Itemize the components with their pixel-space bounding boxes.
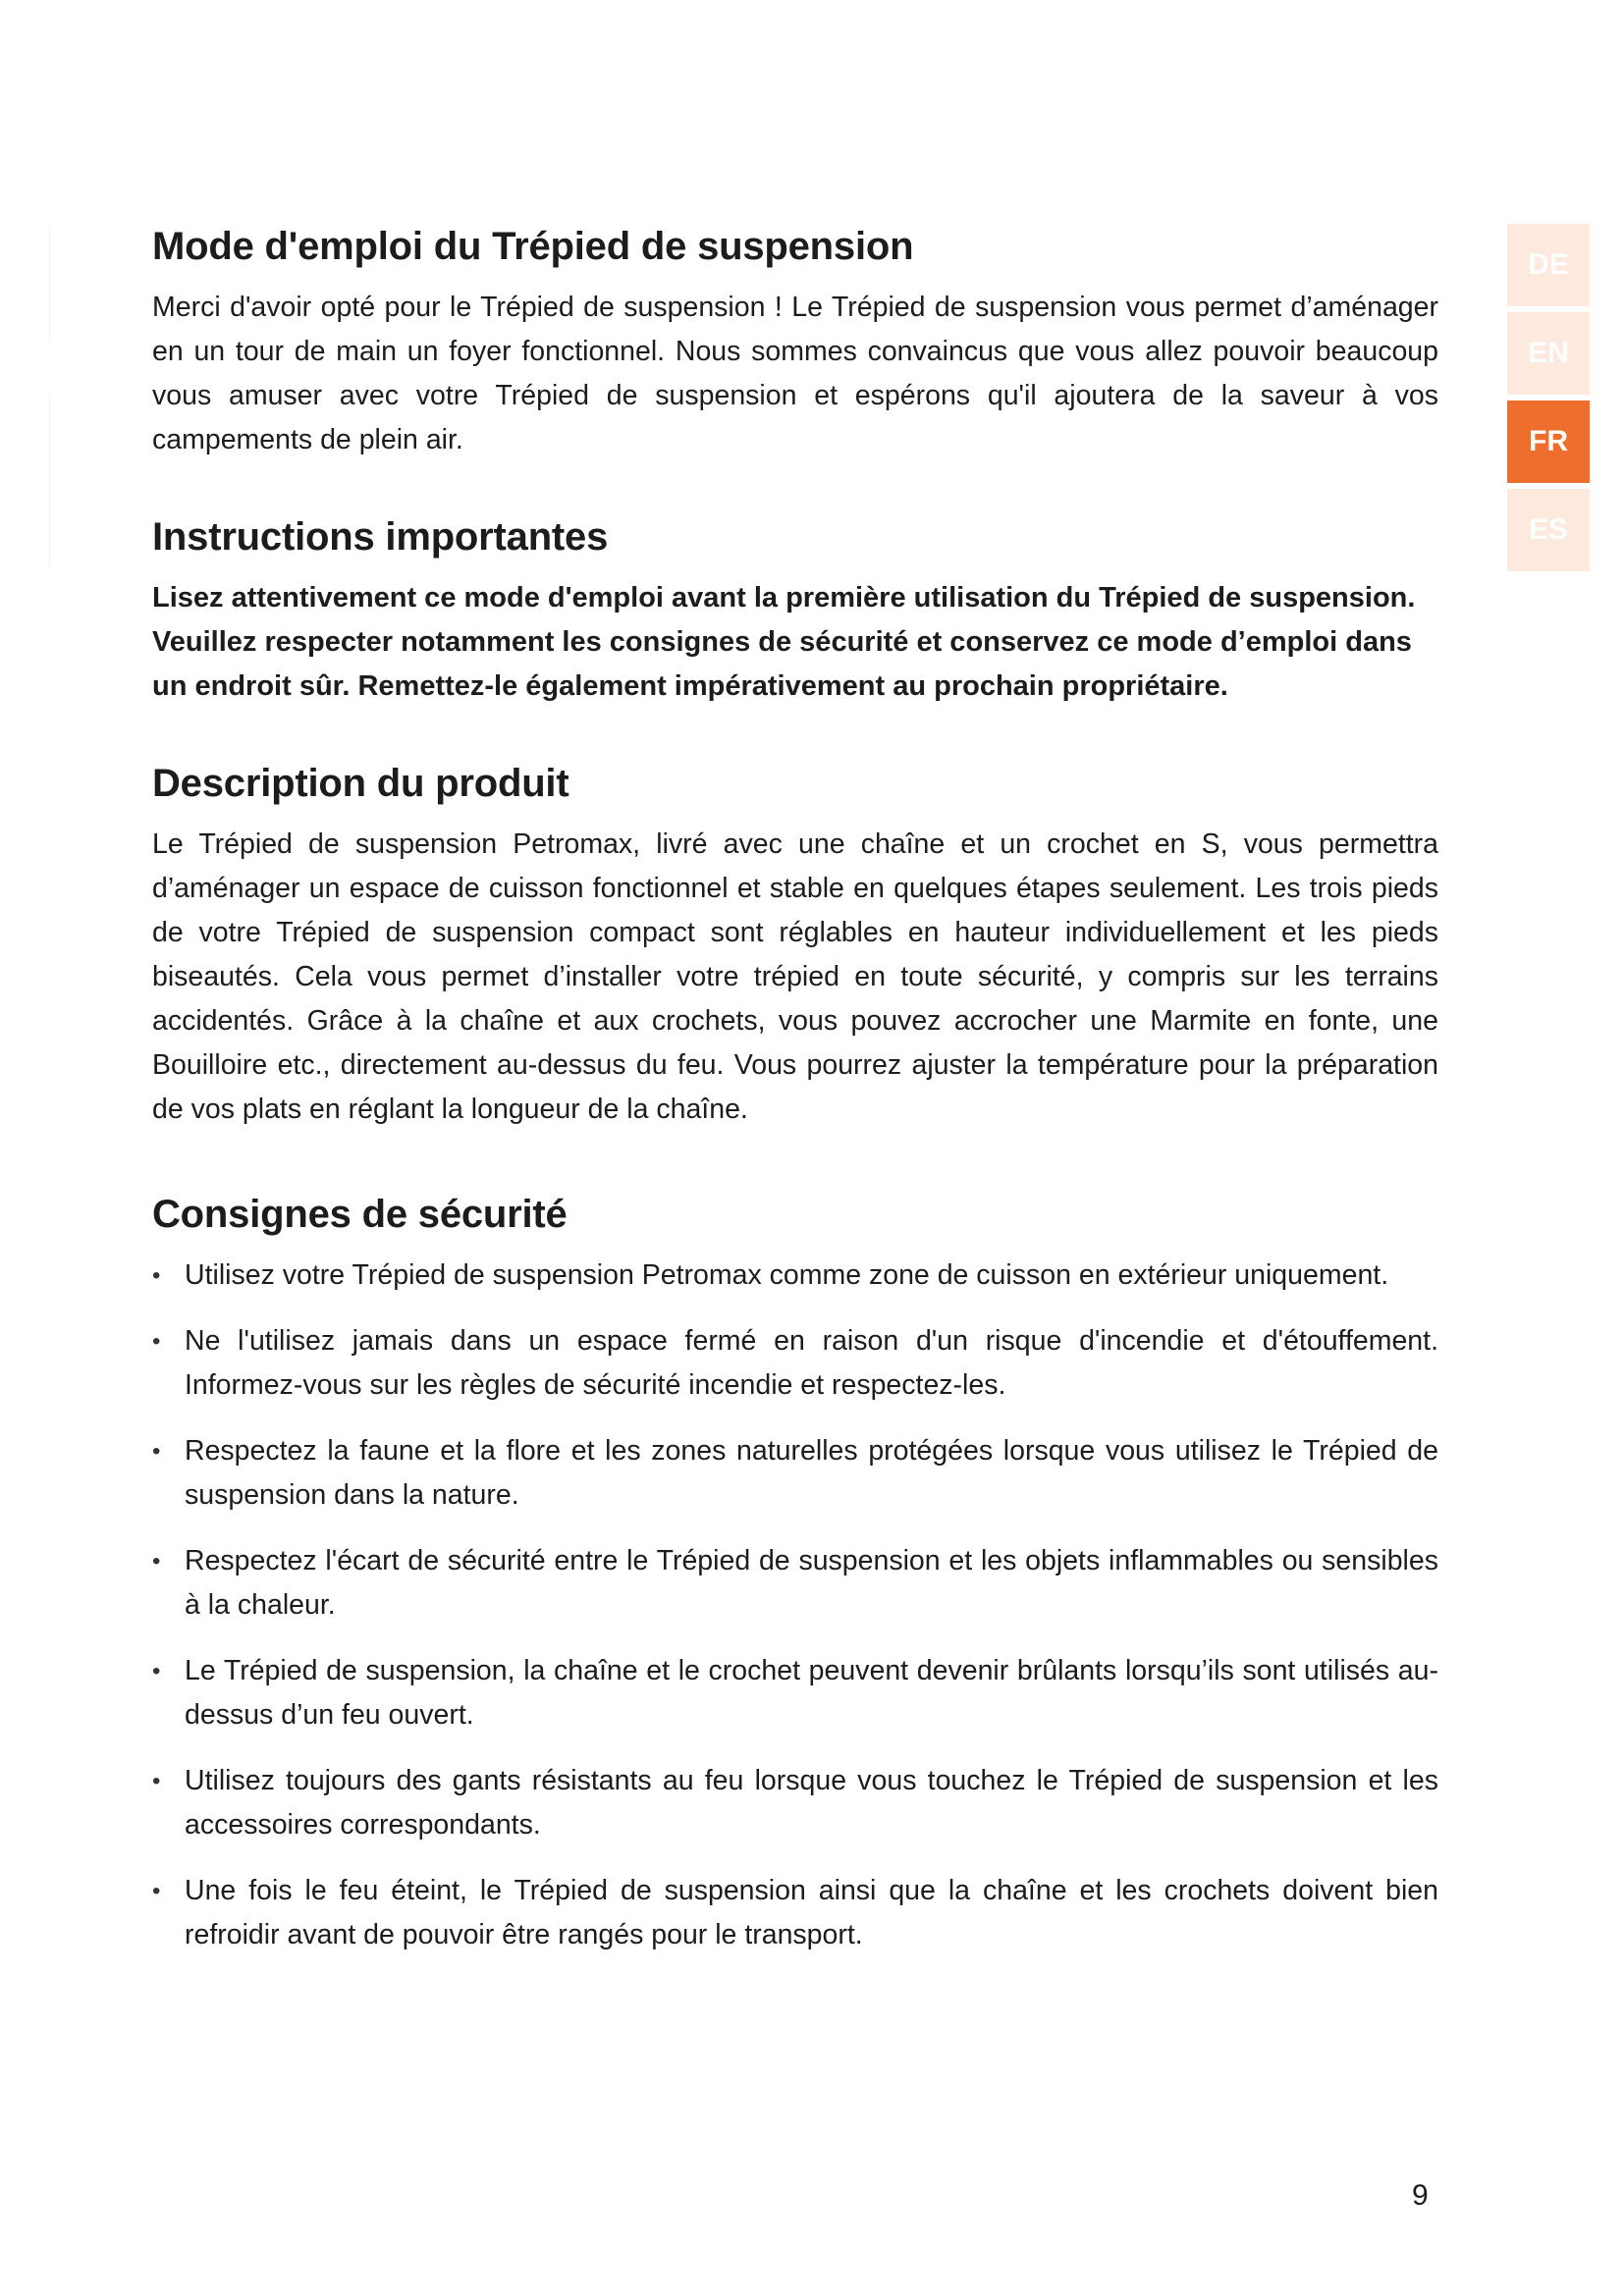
tab-fr[interactable]: FR xyxy=(1507,400,1590,483)
safety-item-text: Respectez l'écart de sécurité entre le Trépied de suspension et les objets inflammables ou sensibles à la chaleur. xyxy=(185,1545,1438,1621)
intro-section xyxy=(152,221,1438,462)
instructions-section xyxy=(152,511,1438,709)
margin-rule xyxy=(49,226,50,344)
language-tabs xyxy=(1507,224,1590,577)
safety-item xyxy=(152,1429,1438,1518)
bullet-icon: • xyxy=(152,1878,161,1904)
tab-de[interactable]: DE xyxy=(1507,224,1590,306)
intro-paragraph: Merci d'avoir opté pour le Trépied de suspension ! Le Trépied de suspension vous permet d’aménager en un tour de main un foyer fonctionnel. Nous sommes convaincus que vous allez pouvoir beaucoup vous amuser avec votre Trépied de suspension et espérons qu'il ajoutera de la saveur à vos campements de plein air. xyxy=(152,292,1438,455)
safety-item-text: Une fois le feu éteint, le Trépied de suspension ainsi que la chaîne et les crochets doivent bien refroidir avant de pouvoir être rangés pour le transport. xyxy=(185,1875,1438,1950)
safety-item xyxy=(152,1649,1438,1737)
bullet-icon: • xyxy=(152,1262,161,1289)
instructions-paragraph: Lisez attentivement ce mode d'emploi avant la première utilisation du Trépied de suspension. Veuillez respecter notamment les consignes de sécurité et conservez ce mode d’emploi dans un endroit sûr. Remettez-le également impérativement au prochain propriétaire. xyxy=(152,582,1416,702)
safety-item-text: Ne l'utilisez jamais dans un espace fermé en raison d'un risque d'incendie et d'étouffement. Informez-vous sur les règles de sécurité incendie et respectez-les. xyxy=(185,1325,1438,1401)
safety-item xyxy=(152,1869,1438,1957)
intro-title: Mode d'emploi du Trépied de suspension xyxy=(152,225,914,268)
document-body xyxy=(152,221,1438,2006)
page-number: 9 xyxy=(1412,2179,1429,2212)
safety-item xyxy=(152,1319,1438,1408)
safety-item-text: Utilisez toujours des gants résistants au feu lorsque vous touchez le Trépied de suspension et les accessoires correspondants. xyxy=(185,1765,1438,1841)
safety-item xyxy=(152,1254,1438,1298)
margin-rule xyxy=(49,393,50,569)
tab-es[interactable]: ES xyxy=(1507,489,1590,571)
safety-item-text: Respectez la faune et la flore et les zones naturelles protégées lorsque vous utilisez le Trépied de suspension dans la nature. xyxy=(185,1435,1438,1511)
safety-item xyxy=(152,1759,1438,1847)
description-section xyxy=(152,758,1438,1132)
description-paragraph: Le Trépied de suspension Petromax, livré avec une chaîne et un crochet en S, vous permettra d’aménager un espace de cuisson fonctionnel et stable en quelques étapes seulement. Les trois pieds de votre Trépied de suspension compact sont réglables en hauteur individuellement et les pieds biseautés. Cela vous permet d’installer votre trépied en toute sécurité, y compris sur les terrains accidentés. Grâce à la chaîne et aux crochets, vous pouvez accrocher une Marmite en fonte, une Bouilloire etc., directement au-dessus du feu. Vous pourrez ajuster la température pour la préparation de vos plats en réglant la longueur de la chaîne. xyxy=(152,828,1438,1125)
safety-item-text: Utilisez votre Trépied de suspension Petromax comme zone de cuisson en extérieur uniquement. xyxy=(185,1259,1389,1291)
safety-title: Consignes de sécurité xyxy=(152,1193,568,1236)
tab-en[interactable]: EN xyxy=(1507,312,1590,395)
safety-list xyxy=(152,1254,1438,1957)
bullet-icon: • xyxy=(152,1548,161,1575)
bullet-icon: • xyxy=(152,1768,161,1794)
description-title: Description du produit xyxy=(152,762,569,805)
bullet-icon: • xyxy=(152,1438,161,1465)
instructions-title: Instructions importantes xyxy=(152,515,609,559)
safety-section xyxy=(152,1189,1438,1957)
safety-item xyxy=(152,1539,1438,1628)
bullet-icon: • xyxy=(152,1658,161,1684)
safety-item-text: Le Trépied de suspension, la chaîne et le crochet peuvent devenir brûlants lorsqu’ils sont utilisés au-dessus d’un feu ouvert. xyxy=(185,1655,1438,1731)
bullet-icon: • xyxy=(152,1328,161,1355)
